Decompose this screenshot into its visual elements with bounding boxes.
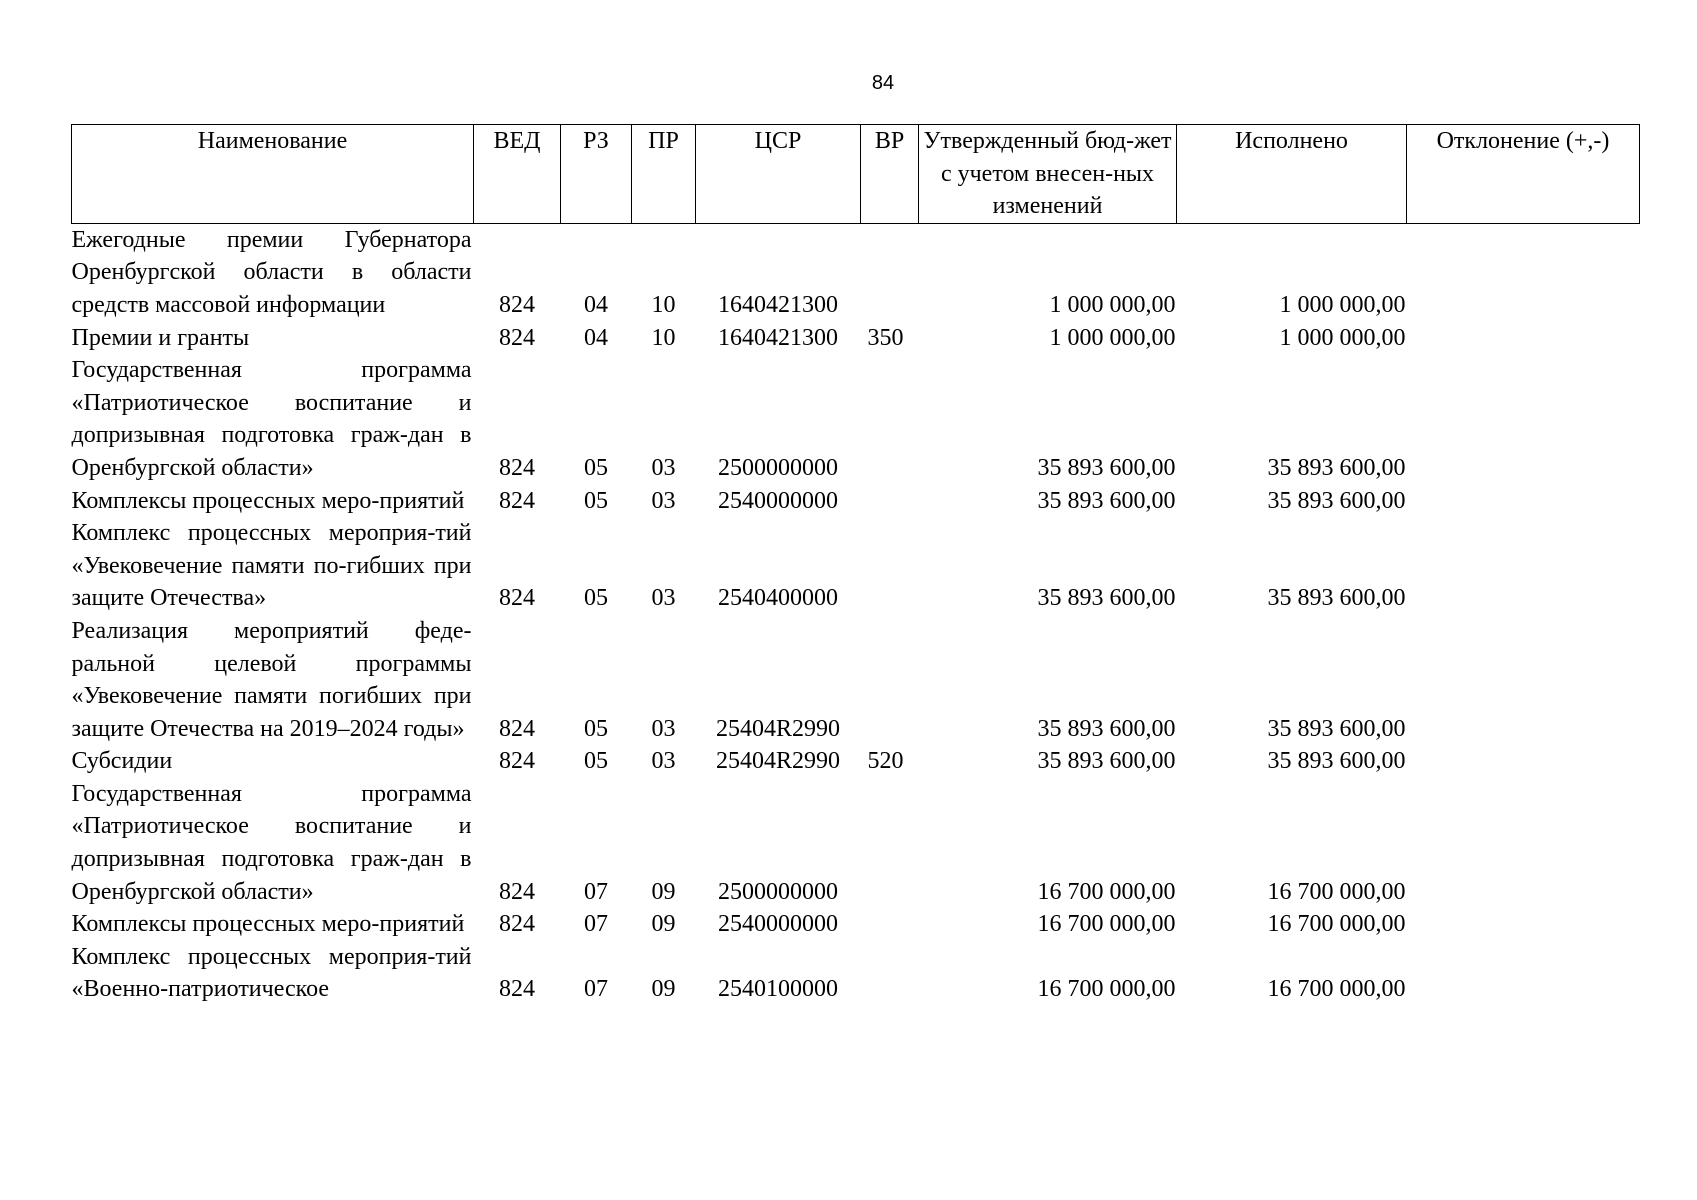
header-name: Наименование xyxy=(72,125,474,224)
cell-deviation xyxy=(1407,615,1640,745)
cell-ved: 824 xyxy=(499,454,535,481)
cell-ved: 824 xyxy=(499,291,535,318)
cell-rz: 07 xyxy=(584,878,608,905)
cell-executed: 35 893 600,00 xyxy=(1267,454,1406,481)
budget-execution-table xyxy=(71,124,1640,1006)
cell-executed: 1 000 000,00 xyxy=(1279,291,1406,318)
cell-vr: 350 xyxy=(867,324,904,351)
table-row xyxy=(72,908,1640,941)
cell-name: Субсидии xyxy=(71,748,173,775)
cell-pr: 03 xyxy=(651,487,676,514)
cell-ved: 824 xyxy=(499,585,535,612)
cell-vr xyxy=(861,485,919,518)
cell-deviation xyxy=(1407,778,1640,908)
cell-deviation xyxy=(1407,908,1640,941)
cell-ved: 824 xyxy=(499,715,535,742)
cell-ved: 824 xyxy=(499,748,535,775)
cell-rz: 05 xyxy=(584,715,608,742)
cell-approved-budget: 1 000 000,00 xyxy=(1049,324,1176,351)
table-row xyxy=(72,615,1640,745)
cell-pr: 10 xyxy=(651,324,676,351)
cell-rz: 07 xyxy=(584,911,608,938)
cell-csr: 2540100000 xyxy=(718,976,838,1003)
cell-approved-budget: 16 700 000,00 xyxy=(1037,976,1176,1003)
cell-executed: 35 893 600,00 xyxy=(1267,748,1406,775)
cell-pr: 10 xyxy=(651,291,676,318)
cell-pr: 03 xyxy=(651,748,676,775)
cell-vr xyxy=(861,941,919,1006)
cell-pr: 09 xyxy=(651,911,676,938)
table-row xyxy=(72,778,1640,908)
table-header-row xyxy=(72,125,1640,224)
cell-pr: 03 xyxy=(651,715,676,742)
cell-name: Премии и гранты xyxy=(71,324,250,351)
cell-ved: 824 xyxy=(499,487,535,514)
cell-ved: 824 xyxy=(499,878,535,905)
cell-approved-budget: 35 893 600,00 xyxy=(1037,454,1176,481)
cell-name: Реализация мероприятий феде-ральной целевой программы «Увековечение памяти погибших при защите Отечества на 2019–2024 годы» xyxy=(71,617,472,742)
page-number: 84 xyxy=(871,72,895,94)
cell-ved: 824 xyxy=(499,976,535,1003)
cell-approved-budget: 16 700 000,00 xyxy=(1037,878,1176,905)
cell-deviation xyxy=(1407,517,1640,615)
cell-csr: 25404R2990 xyxy=(715,748,840,775)
cell-name: Комплекс процессных мероприя-тий «Увековечение памяти по-гибших при защите Отечества» xyxy=(71,520,472,612)
cell-name: Комплекс процессных мероприя-тий «Военно-патриотическое xyxy=(71,943,472,1003)
cell-vr: 520 xyxy=(867,748,904,775)
header-approved-budget: Утвержденный бюд-жет с учетом внесен-ных изменений xyxy=(919,125,1177,224)
cell-pr: 03 xyxy=(651,585,676,612)
cell-csr: 25404R2990 xyxy=(715,715,840,742)
cell-rz: 05 xyxy=(584,454,608,481)
cell-approved-budget: 35 893 600,00 xyxy=(1037,585,1176,612)
cell-executed: 16 700 000,00 xyxy=(1267,911,1406,938)
cell-csr: 1640421300 xyxy=(718,291,838,318)
cell-name: Комплексы процессных меро-приятий xyxy=(71,487,465,514)
cell-approved-budget: 16 700 000,00 xyxy=(1037,911,1176,938)
cell-vr xyxy=(861,223,919,321)
cell-csr: 1640421300 xyxy=(718,324,838,351)
cell-vr xyxy=(861,908,919,941)
cell-rz: 05 xyxy=(584,585,608,612)
table-row xyxy=(72,941,1640,1006)
cell-approved-budget: 35 893 600,00 xyxy=(1037,715,1176,742)
header-vr: ВР xyxy=(861,125,919,224)
cell-pr: 03 xyxy=(651,454,676,481)
cell-approved-budget: 35 893 600,00 xyxy=(1037,487,1176,514)
cell-deviation xyxy=(1407,322,1640,355)
table-body xyxy=(72,223,1640,1006)
cell-approved-budget: 1 000 000,00 xyxy=(1049,291,1176,318)
header-csr: ЦСР xyxy=(696,125,861,224)
cell-vr xyxy=(861,517,919,615)
table-row xyxy=(72,354,1640,484)
cell-rz: 05 xyxy=(584,748,608,775)
cell-ved: 824 xyxy=(499,324,535,351)
header-deviation: Отклонение (+,-) xyxy=(1407,125,1640,224)
table-row xyxy=(72,745,1640,778)
cell-deviation xyxy=(1407,485,1640,518)
cell-rz: 04 xyxy=(584,291,608,318)
cell-csr: 2540000000 xyxy=(718,911,838,938)
cell-pr: 09 xyxy=(651,976,676,1003)
cell-executed: 35 893 600,00 xyxy=(1267,715,1406,742)
cell-vr xyxy=(861,615,919,745)
cell-deviation xyxy=(1407,941,1640,1006)
header-pr: ПР xyxy=(632,125,696,224)
table-row xyxy=(72,223,1640,321)
cell-executed: 35 893 600,00 xyxy=(1267,487,1406,514)
table-row xyxy=(72,322,1640,355)
cell-executed: 16 700 000,00 xyxy=(1267,878,1406,905)
cell-vr xyxy=(861,354,919,484)
cell-executed: 35 893 600,00 xyxy=(1267,585,1406,612)
cell-ved: 824 xyxy=(499,911,535,938)
cell-deviation xyxy=(1407,223,1640,321)
cell-deviation xyxy=(1407,745,1640,778)
header-executed: Исполнено xyxy=(1177,125,1407,224)
cell-vr xyxy=(861,778,919,908)
cell-rz: 07 xyxy=(584,976,608,1003)
cell-executed: 16 700 000,00 xyxy=(1267,976,1406,1003)
cell-csr: 2540400000 xyxy=(718,585,838,612)
header-ved: ВЕД xyxy=(474,125,561,224)
cell-name: Ежегодные премии Губернатора Оренбургской области в области средств массовой информации xyxy=(71,226,472,318)
cell-name: Государственная программа «Патриотическое воспитание и допризывная подготовка граж-дан в Оренбургской области» xyxy=(71,780,472,905)
cell-name: Комплексы процессных меро-приятий xyxy=(71,911,465,938)
cell-pr: 09 xyxy=(651,878,676,905)
cell-approved-budget: 35 893 600,00 xyxy=(1037,748,1176,775)
table-row xyxy=(72,517,1640,615)
cell-csr: 2500000000 xyxy=(718,454,838,481)
cell-rz: 05 xyxy=(584,487,608,514)
header-rz: РЗ xyxy=(561,125,632,224)
table-row xyxy=(72,485,1640,518)
cell-csr: 2540000000 xyxy=(718,487,838,514)
cell-executed: 1 000 000,00 xyxy=(1279,324,1406,351)
cell-rz: 04 xyxy=(584,324,608,351)
cell-csr: 2500000000 xyxy=(718,878,838,905)
cell-deviation xyxy=(1407,354,1640,484)
cell-name: Государственная программа «Патриотическое воспитание и допризывная подготовка граж-дан в Оренбургской области» xyxy=(71,357,472,481)
